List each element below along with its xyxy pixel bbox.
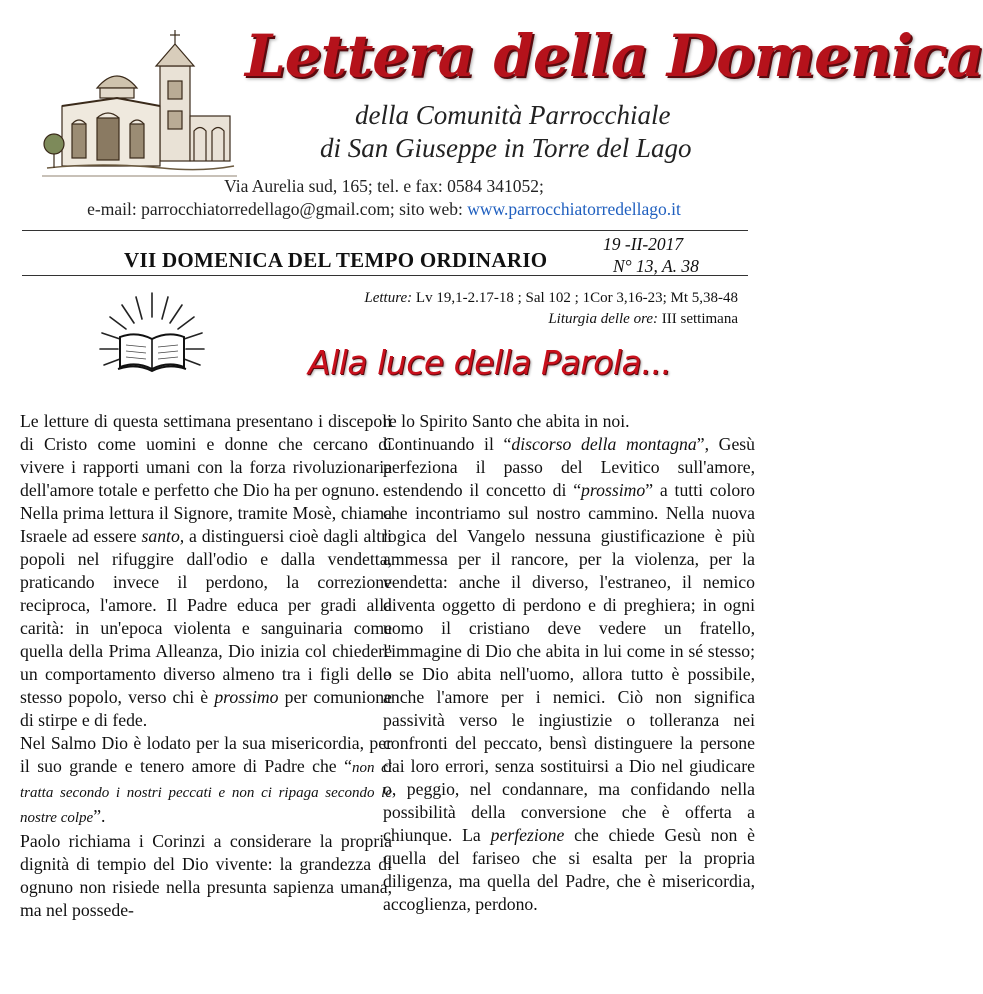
paragraph: [383, 433, 755, 916]
issue-number: N° 13, A. 38: [613, 256, 699, 276]
section-heading: Alla luce della Parola...: [308, 343, 672, 382]
website-link[interactable]: www.parrocchiatorredellago.it: [467, 199, 681, 219]
article-column-left: [20, 410, 392, 922]
paragraph-text: Paolo richiama i Corinzi a considerare la propria dignità di tempio del Dio vivente: la grandezza di ognuno non risiede nella presunta sapienza umana, ma nel possede-: [20, 831, 392, 920]
emphasis: perfezione: [490, 825, 565, 845]
paragraph-text: re lo Spirito Santo che abita in noi.: [383, 411, 630, 431]
paragraph-text: Continuando il “: [383, 434, 512, 454]
emphasis: discorso della montagna: [511, 434, 697, 454]
paragraph-text: Nel Salmo Dio è lodato per la sua misericordia, per il suo grande e tenero amore di Padre che “: [20, 733, 392, 776]
issue-date: 19 -II-2017: [603, 234, 684, 254]
parish-contacts: [0, 199, 768, 220]
parish-subtitle-line1: della Comunità Parrocchiale: [355, 100, 671, 130]
paragraph: [20, 830, 392, 922]
liturgy-label: Liturgia delle ore:: [548, 311, 659, 327]
readings-label: Letture:: [364, 290, 413, 306]
paragraph: [20, 410, 392, 502]
paragraph-text: per comunione di stirpe e di fede.: [20, 687, 392, 730]
psalm-quote: non ci tratta secondo i nostri peccati e non ci ripaga secondo le nostre colpe: [20, 760, 393, 826]
paragraph-text: a distinguersi cioè dagli altri popoli nel rifuggire dall'odio e dalla vendetta, praticando invece il perdono, la correzione reciproca, l'amore. Il Padre educa per gradi alla carità: in un'epoca violenta e sanguinaria come quella della Prima Alleanza, Dio inizia col chiedere un comportamento diverso almeno tra i figli dello stesso popolo, verso chi è: [20, 526, 392, 707]
header-divider-bottom: [22, 275, 748, 276]
newsletter-title: Lettera della Domenica: [245, 22, 983, 90]
parish-address: Via Aurelia sud, 165; tel. e fax: 0584 341052;: [224, 176, 544, 196]
emphasis: prossimo: [581, 480, 646, 500]
header-divider-top: [22, 230, 748, 231]
emphasis: prossimo: [214, 687, 279, 707]
church-icon: [42, 26, 237, 181]
paragraph-text: Nella prima lettura il Signore, tramite Mosè, chiama Israele ad essere: [20, 503, 392, 546]
paragraph-text: Le letture di questa settimana presentano i discepoli di Cristo come uomini e donne che cercano di vivere i rapporti umani con la forza rivoluzionaria dell'amore totale e perfetto che Dio ha per ognuno.: [20, 411, 392, 500]
liturgy-text: III settimana: [658, 311, 738, 327]
paragraph-text: ” a tutti coloro che incontriamo sul nostro cammino. Nella nuova logica del Vangelo nessuna giustificazione è più ammessa per il rancore, per la violenza, per la vendetta: anche il diverso, l'estraneo, il nemico diventa oggetto di perdono e di preghiera; in ogni uomo il cristiano deve vedere un fratello, l'immagine di Dio che abita in lui come in sé stesso; e se Dio abita nell'uomo, allora tutto è possibile, anche l'amore per i nemici. Ciò non significa passività verso le ingiustizie o tolleranza nei confronti del peccato, bensì distinguere la persone dai loro errori, senza sostituirsi a Dio nel giudicare o, peggio, nel condannare, ma confidando nella possibilità della conversione che è offerta a chiunque. La: [383, 480, 755, 845]
emphasis: santo,: [141, 526, 185, 546]
readings-text: Lv 19,1-2.17-18 ; Sal 102 ; 1Cor 3,16-23; Mt 5,38-48: [412, 290, 738, 306]
open-book-icon: [92, 285, 212, 385]
article-column-right: [383, 410, 755, 916]
email-text: e-mail: parrocchiatorredellago@gmail.com; sito web:: [87, 199, 468, 219]
paragraph-text: ”, Gesù perfeziona il passo del Levitico sull'amore, estendendo il concetto di “: [383, 434, 756, 500]
parish-subtitle-line2: di San Giuseppe in Torre del Lago: [320, 133, 692, 163]
liturgy-of-hours: [548, 311, 738, 328]
readings: [364, 290, 738, 307]
paragraph: [20, 502, 392, 732]
paragraph-text: ”.: [93, 806, 106, 826]
paragraph: [383, 410, 755, 433]
sunday-title: VII DOMENICA DEL TEMPO ORDINARIO: [124, 248, 548, 272]
paragraph: [20, 732, 392, 830]
paragraph-text: che chiede Gesù non è quella del fariseo che si esalta per la propria diligenza, ma quella del Padre, che è misericordia, accoglienza, perdono.: [383, 825, 755, 914]
